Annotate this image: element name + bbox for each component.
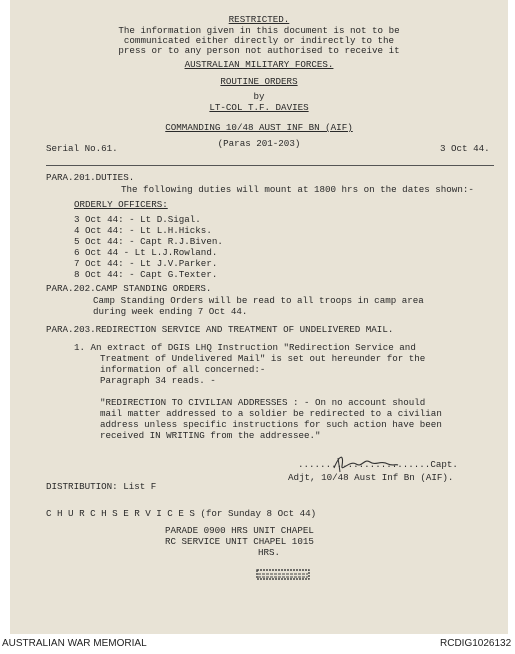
duty-row-3: 5 Oct 44: - Capt R.J.Biven. (74, 236, 223, 247)
duty-row-6: 8 Oct 44: - Capt G.Texter. (74, 269, 218, 280)
para-203-quote-1: "REDIRECTION TO CIVILIAN ADDRESSES : - On no account should (100, 397, 426, 408)
archive-reference: RCDIG1026132 (440, 638, 512, 649)
commander-name: LT-COL T.F. DAVIES (209, 102, 309, 113)
commander-role: COMMANDING 10/48 AUST INF BN (AIF) (165, 122, 353, 133)
para-203-quote-2: mail matter addressed to a soldier be redirected to a civilian (100, 408, 442, 419)
notice-line-1: The information given in this document is not to be (118, 25, 400, 36)
duty-row-1: 3 Oct 44: - Lt D.Sigal. (74, 214, 201, 225)
para-202-line-2: during week ending 7 Oct 44. (93, 306, 248, 317)
para-203-line-3: information of all concerned:- (100, 364, 266, 375)
church-line-1: PARADE 0900 HRS UNIT CHAPEL (165, 525, 314, 536)
para-203-line-1: 1. An extract of DGIS LHQ Instruction "Redirection Service and (74, 342, 416, 353)
archive-label: AUSTRALIAN WAR MEMORIAL (2, 638, 147, 649)
para-203-quote-4: received IN WRITING from the addressee." (100, 430, 321, 441)
duty-row-2: 4 Oct 44: - Lt L.H.Hicks. (74, 225, 212, 236)
para-201-heading: PARA.201.DUTIES. (46, 172, 135, 183)
signature-line: ........................Capt. (298, 459, 458, 470)
para-203-heading: PARA.203.REDIRECTION SERVICE AND TREATMENT OF UNDELIVERED MAIL. (46, 324, 394, 335)
para-201-intro: The following duties will mount at 1800 hrs on the dates shown:- (121, 184, 474, 195)
crossed-out-stamp (256, 569, 310, 581)
organisation-heading: AUSTRALIAN MILITARY FORCES. (184, 59, 334, 70)
para-202-line-1: Camp Standing Orders will be read to all troops in camp area (93, 295, 424, 306)
notice-line-2: communicated either directly or indirectly to the (123, 35, 395, 46)
church-line-2: RC SERVICE UNIT CHAPEL 1015 (165, 536, 314, 547)
church-services-heading: C H U R C H S E R V I C E S (for Sunday 8 Oct 44) (46, 508, 317, 519)
church-line-3: HRS. (258, 547, 281, 558)
by-line: by (253, 91, 265, 102)
para-203-quote-3: address unless specific instructions for such action have been (100, 419, 442, 430)
para-203-line-2: Treatment of Undelivered Mail" is set out hereunder for the (100, 353, 426, 364)
serial-number: Serial No.61. (46, 143, 118, 154)
para-202-heading: PARA.202.CAMP STANDING ORDERS. (46, 283, 212, 294)
document-date: 3 Oct 44. (440, 143, 490, 154)
paras-range: (Paras 201-203) (217, 138, 301, 149)
signatory-title: Adjt, 10/48 Aust Inf Bn (AIF). (288, 472, 454, 483)
para-203-line-4: Paragraph 34 reads. - (100, 375, 216, 386)
duty-row-4: 6 Oct 44 - Lt L.J.Rowland. (74, 247, 218, 258)
duty-row-5: 7 Oct 44: - Lt J.V.Parker. (74, 258, 218, 269)
document-type: ROUTINE ORDERS (220, 76, 298, 87)
notice-line-3: press or to any person not authorised to receive it (118, 45, 400, 56)
distribution: DISTRIBUTION: List F (46, 481, 157, 492)
header-divider (46, 165, 494, 166)
classification-heading: RESTRICTED. (228, 14, 290, 25)
orderly-officers-heading: ORDERLY OFFICERS: (74, 199, 168, 210)
